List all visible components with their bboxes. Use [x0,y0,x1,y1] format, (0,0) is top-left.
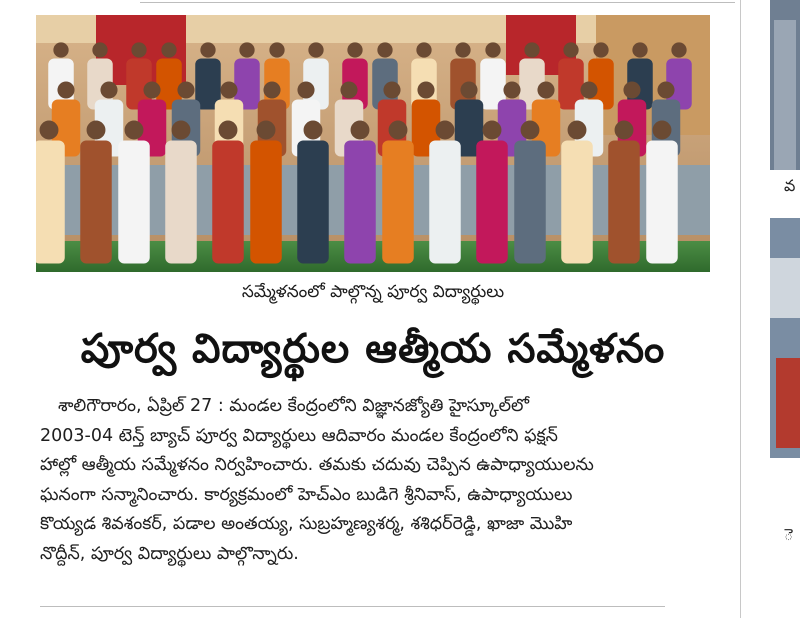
body-line: నొద్దీన్, పూర్వ విద్యార్థులు పాల్గొన్నారు. [40,543,299,564]
body-line: 2003-04 టెన్త్ బ్యాచ్ పూర్వ విద్యార్థులు ఆదివారం మండల కేంద్రంలోని ఫక్షన్ [40,425,558,446]
adjacent-column [770,0,800,618]
photo-caption: సమ్మేళనంలో పాల్గొన్న పూర్వ విద్యార్థులు [241,282,505,302]
side-photo-bottom [770,218,800,518]
group-photo [36,15,710,272]
bottom-divider [40,606,665,607]
top-divider [140,2,735,3]
article-body [40,392,720,604]
side-text-fragment: వ [784,176,796,195]
column-divider [740,0,741,618]
side-text-fragment: ె [784,525,794,544]
body-line: కొయ్యడ శివశంకర్, పడాల అంతయ్య, సుబ్రహ్మణ్యశర్మ, శశిధర్‌రెడ్డి, ఖాజా మొహి [40,514,573,534]
body-line: హాల్లో ఆత్మీయ సమ్మేళనం నిర్వహించారు. తమకు చదువు చెప్పిన ఉపాధ్యాయులను [40,455,594,475]
side-photo-top [770,0,800,170]
body-line: ఘనంగా సన్మానించారు. కార్యక్రమంలో హెచ్‌ఎం బుడిగె శ్రీనివాస్, ఉపాధ్యాయులు [40,484,573,505]
article-headline: పూర్వ విద్యార్థుల ఆత్మీయ సమ్మేళనం [80,326,666,372]
body-line: శాలిగౌరారం, ఏప్రిల్ 27 : మండల కేంద్రంలోని విజ్ఞానజ్యోతి హైస్కూల్‌లో [58,396,530,416]
